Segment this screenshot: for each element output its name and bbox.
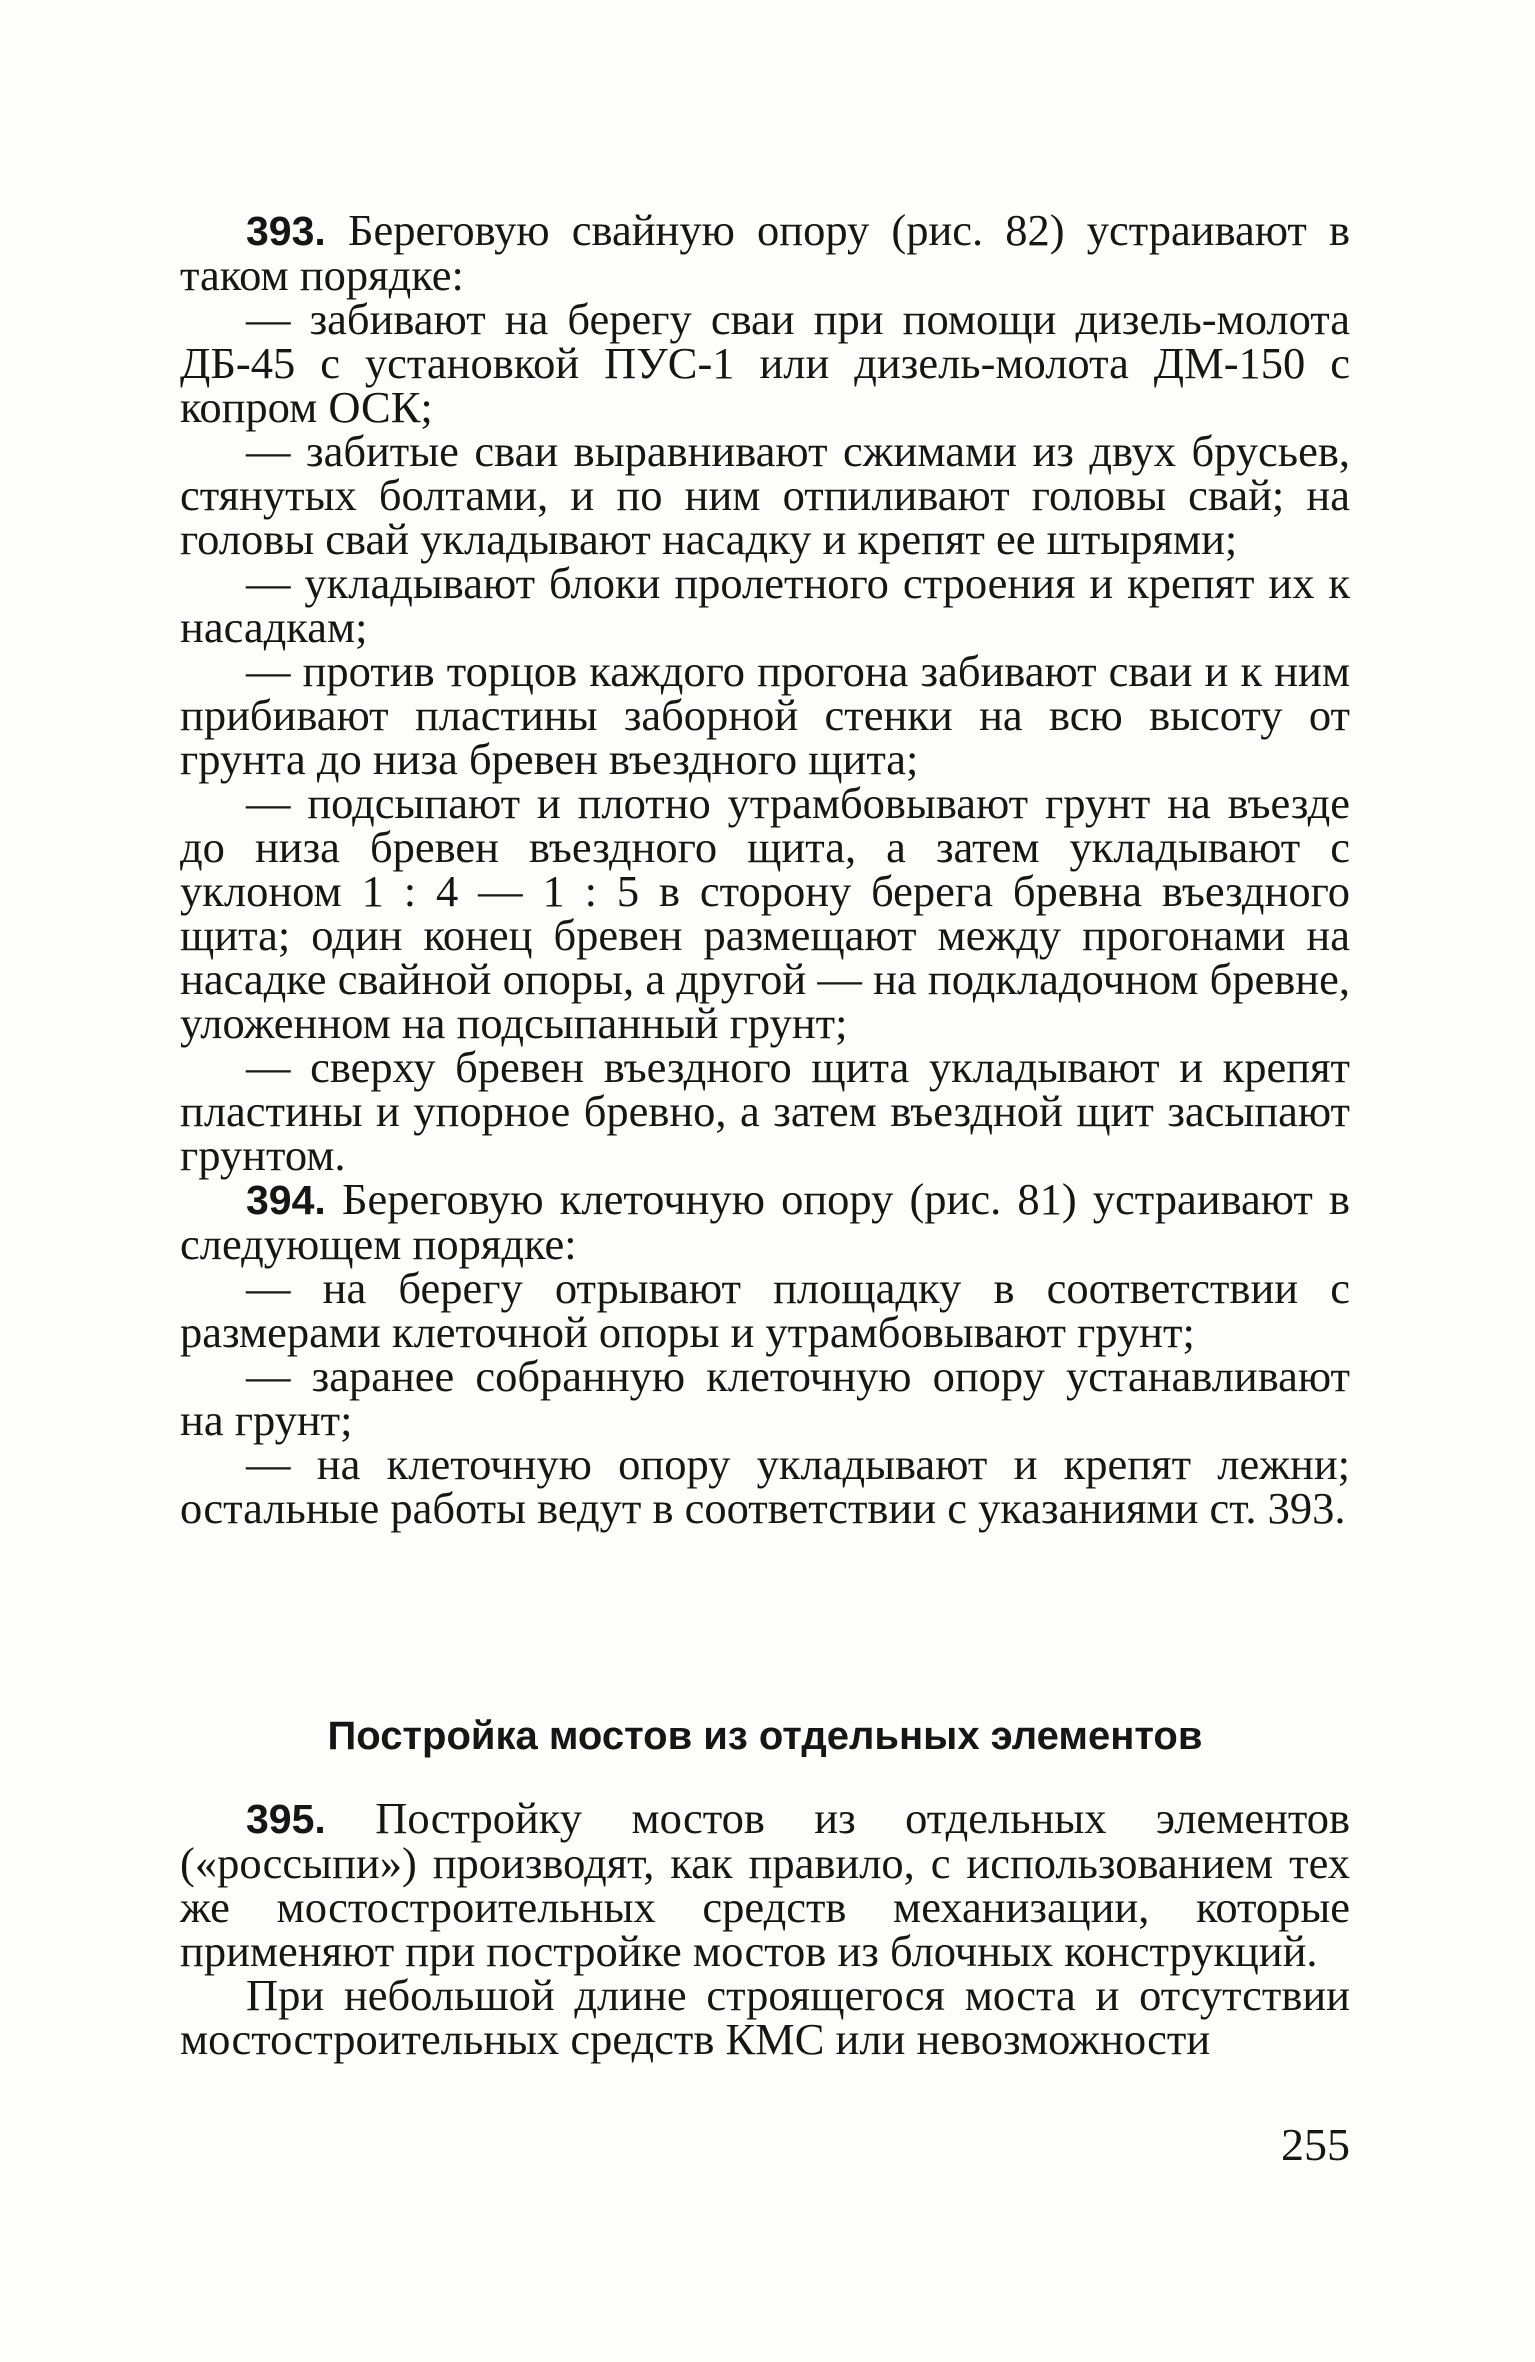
list-item: — забитые сваи выравнивают сжимами из двух брусьев, стянутых болтами, и по ним отпиливают головы свай; на головы свай укладывают насадку и крепят ее штырями; — [180, 426, 1350, 564]
article-number-395: 395. — [246, 1796, 326, 1842]
list-item: — забивают на берегу сваи при помощи дизель-молота ДБ-45 с установкой ПУС-1 или дизель-молота ДМ-150 с копром ОСК; — [180, 294, 1350, 432]
paragraph-last: При небольшой длине строящегося моста и отсутствии мостостроительных средств КМС или невозможности — [180, 1970, 1350, 2064]
page-number: 255 — [1281, 2119, 1350, 2170]
list-item: — против торцов каждого прогона забивают сваи и к ним прибивают пластины заборной стенки на всю высоту от грунта до низа бревен въездного щита; — [180, 646, 1350, 784]
article-393-intro-text: Береговую свайную опору (рис. 82) устраивают в таком порядке: — [180, 205, 1351, 300]
article-394-intro-text: Береговую клеточную опору (рис. 81) устраивают в следующем порядке: — [180, 1174, 1350, 1269]
paragraph-395 — [180, 1793, 1351, 1976]
list-item: — укладывают блоки пролетного строения и крепят их к насадкам; — [180, 558, 1350, 652]
article-number-393: 393. — [246, 208, 326, 254]
list-item: — заранее собранную клеточную опору устанавливают на грунт; — [180, 1351, 1350, 1445]
list-item: — сверху бревен въездного щита укладывают и крепят пластины и упорное бревно, а затем въездной щит засыпают грунтом. — [180, 1042, 1350, 1180]
article-number-394: 394. — [246, 1177, 326, 1223]
section-heading: Постройка мостов из отдельных элементов — [327, 1714, 1203, 1758]
paragraph-393-intro — [180, 205, 1351, 300]
main-text-block — [180, 205, 1351, 1533]
list-item: — подсыпают и плотно утрамбовывают грунт на въезде до низа бревен въездного щита, а затем укладывают с уклоном 1 : 4 — 1 : 5 в сторону берега бревна въездного щита; один конец бревен размещают между прогонами на насадке свайной опоры, а другой — на подкладочном бревне, уложенном на подсыпанный грунт; — [180, 778, 1350, 1048]
secondary-text-block — [180, 1793, 1351, 2064]
article-395-text: Постройку мостов из отдельных элементов («россыпи») производят, как правило, с использованием тех же мостостроительных средств механизации, которые применяют при постройке мостов из блочных конструкций. — [180, 1793, 1351, 1976]
list-item: — на берегу отрывают площадку в соответствии с размерами клеточной опоры и утрамбовывают грунт; — [180, 1263, 1350, 1357]
list-item: — на клеточную опору укладывают и крепят лежни; остальные работы ведут в соответствии с указаниями ст. 393. — [180, 1439, 1350, 1533]
paragraph-394-intro — [180, 1174, 1350, 1269]
